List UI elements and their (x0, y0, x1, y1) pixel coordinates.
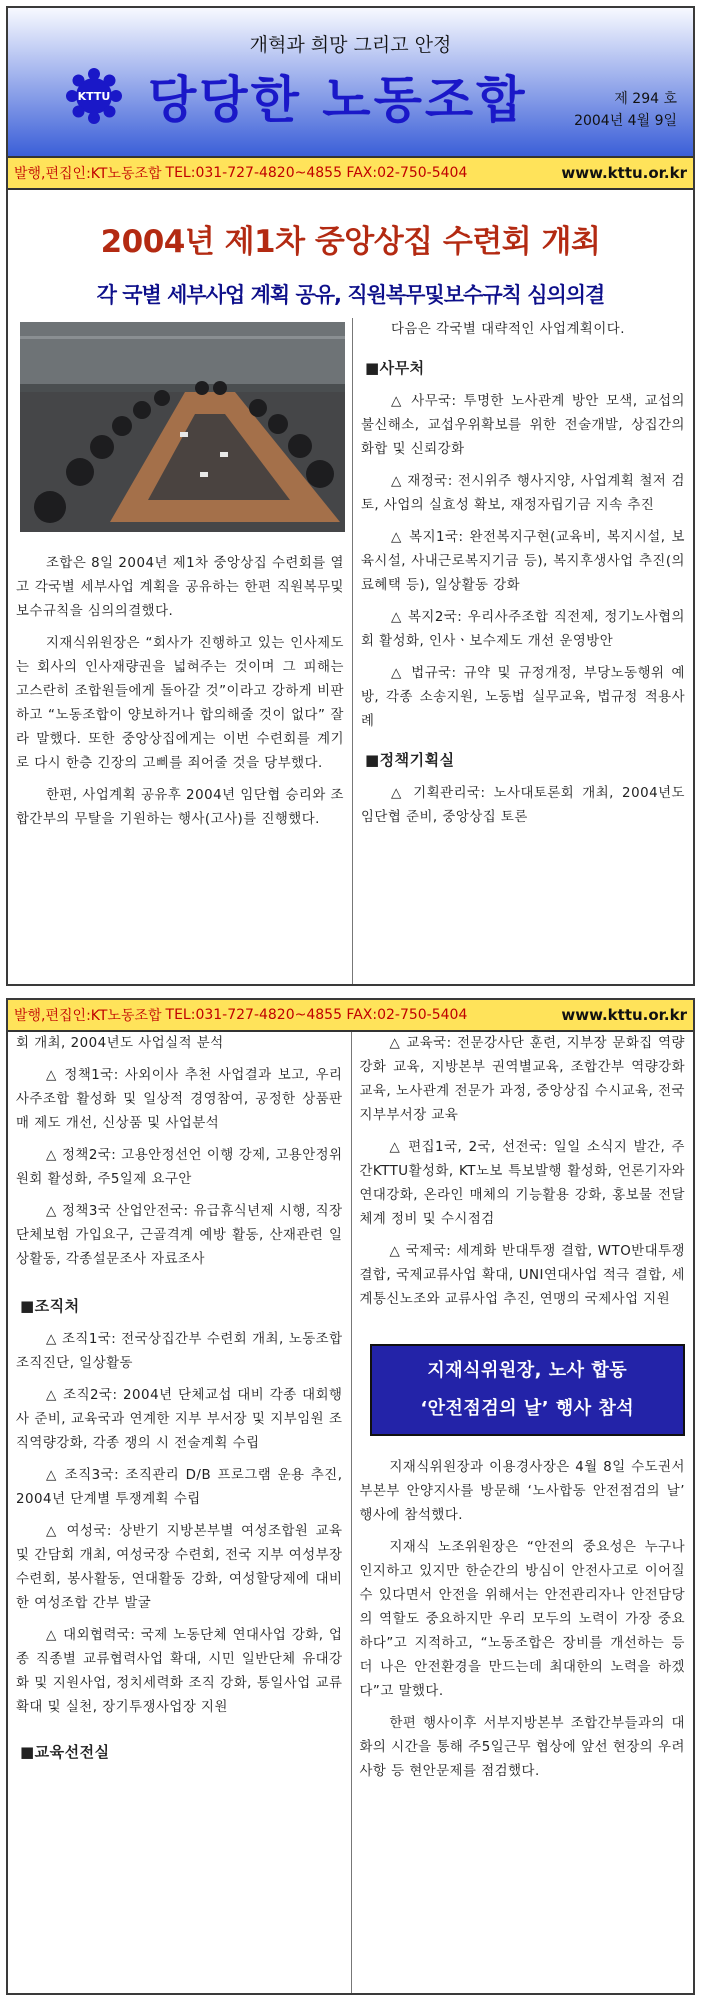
kttu-logo-icon (66, 68, 122, 124)
logo-text: KTTU (77, 90, 111, 103)
issue-number: 제 294 호 (614, 91, 677, 107)
right-column (353, 318, 693, 984)
list-item: △ 여성국: 상반기 지방본부별 여성조합원 교육 및 간담회 개최, 여성국장 수련회, 전국 지부 여성부장 수련회, 봉사활동, 연대활동 강화, 여성할당제에 대비한 여성조합 간부 발굴 (16, 1524, 343, 1611)
meeting-photo (20, 322, 345, 532)
list-item: △ 조직2국: 2004년 단체교섭 대비 각종 대회행사 준비, 교육국과 연계한 지부 부서장 및 지부임원 조직역량강화, 각종 쟁의 시 전술계획 수립 (16, 1388, 343, 1451)
news-box-title-line: 지재식위원장, 노사 합동 (427, 1360, 628, 1381)
section-heading: ■조직처 (20, 1297, 80, 1315)
article-body-continued (8, 1032, 693, 1993)
paragraph: 다음은 각국별 대략적인 사업계획이다. (390, 322, 625, 337)
website-link[interactable]: www.kttu.or.kr (561, 1006, 687, 1024)
website-link[interactable]: www.kttu.or.kr (561, 164, 687, 182)
list-item: △ 조직3국: 조직관리 D/B 프로그램 운용 추진, 2004년 단계별 투쟁계획 수립 (16, 1468, 343, 1507)
list-item: △ 법규국: 규약 및 규정개정, 부당노동행위 예방, 각종 소송지원, 노동법 실무교육, 법규정 적용사례 (360, 666, 685, 729)
contact-numbers: TEL:031-727-4820~4855 FAX:02-750-5404 (165, 165, 468, 181)
news-box-title-line: ‘안전점검의 날’ 행사 참석 (420, 1398, 635, 1419)
list-item: △ 기획관리국: 노사대토론회 개최, 2004년도 임단협 준비, 중앙상집 토론 (360, 786, 685, 825)
list-item: △ 정책1국: 사외이사 추천 사업결과 보고, 우리사주조합 활성화 및 일상적 경영참여, 공정한 상품판매 제도 개선, 신상품 및 사업분석 (16, 1068, 343, 1131)
paragraph: 지재식위원장은 “회사가 진행하고 있는 인사제도는 회사의 인사재량권을 넓혀주는 것이며 그 피해는 고스란히 조합원들에게 돌아갈 것”이라고 강하게 비판하고 “노동조합이 양보하거나 합의해줄 것이 없다” 잘라 말했다. 또한 중앙상집에게는 이번 수련회를 계기로 다시 한층 긴장의 고삐를 죄어줄 것을 당부했다. (16, 636, 344, 771)
publisher: 발행,편집인:KT노동조합 (14, 1008, 162, 1024)
left-column (8, 318, 352, 984)
masthead-title: 당당한 노동조합 (148, 71, 528, 129)
right-column (352, 1032, 694, 1993)
article-body (8, 318, 693, 984)
list-item: △ 정책2국: 고용안정선언 이행 강제, 고용안정위원회 활성화, 주5일제 요구안 (16, 1148, 343, 1187)
left-column (8, 1032, 351, 1993)
paragraph: 조합은 8일 2004년 제1차 중앙상집 수련회를 열고 각국별 세부사업 계획을 공유하는 한편 직원복무및보수규칙을 심의의결했다. (16, 556, 344, 619)
newsletter-page-1 (6, 6, 695, 986)
list-item: △ 정책3국 산업안전국: 유급휴식년제 시행, 직장단체보험 가입요구, 근골격계 예방 활동, 산재관련 일상활동, 각종설문조사 자료조사 (16, 1204, 343, 1267)
list-item: △ 복지2국: 우리사주조합 직전제, 정기노사협의회 활성화, 인사ㆍ보수제도 개선 운영방안 (360, 610, 685, 649)
paragraph: 한편, 사업계획 공유후 2004년 임단협 승리와 조합간부의 무탈을 기원하는 행사(고사)를 진행했다. (16, 788, 344, 827)
paragraph: 지재식 노조위원장은 “안전의 중요성은 누구나 인지하고 있지만 한순간의 방심이 안전사고로 이어질수 있다면서 안전을 위해서는 안전관리자나 안전담당의 역할도 중요하지만 우리 모두의 노력이 가장 중요하다”고 지적하고, “노동조합은 장비를 개선하는 등 더 나은 안전환경을 만드는데 최대한의 노력을 하겠다”고 말했다. (359, 1540, 685, 1699)
section-heading: ■교육선전실 (20, 1743, 110, 1761)
masthead-slogan: 개혁과 희망 그리고 안정 (249, 34, 452, 56)
article-headline: 2004년 제1차 중앙상집 수련회 개최 (100, 224, 601, 260)
paragraph: 회 개최, 2004년도 사업실적 분석 (16, 1036, 224, 1051)
contact-numbers: TEL:031-727-4820~4855 FAX:02-750-5404 (165, 1007, 468, 1023)
issue-info (574, 88, 677, 132)
list-item: △ 편집1국, 2국, 선전국: 일일 소식지 발간, 주간KTTU활성화, KT노보 특보발행 활성화, 언론기자와 연대강화, 온라인 매체의 기능활용 강화, 홍보물 전달체계 정비 및 수시점검 (359, 1140, 685, 1227)
list-item: △ 재정국: 전시위주 행사지양, 사업계획 철저 검토, 사업의 실효성 확보, 재정자립기금 지속 추진 (360, 474, 685, 513)
section-heading: ■사무처 (364, 359, 425, 377)
list-item: △ 대외협력국: 국제 노동단체 연대사업 강화, 업종 직종별 교류협력사업 확대, 시민 일반단체 유대강화 및 지원사업, 정치세력화 조직 강화, 통일사업 교류 확대 및 실천, 장기투쟁사업장 지원 (16, 1628, 343, 1715)
publisher-bar (8, 1000, 693, 1032)
article-subheadline: 각 국별 세부사업 계획 공유, 직원복무및보수규칙 심의의결 (96, 283, 605, 307)
publisher: 발행,편집인:KT노동조합 (14, 166, 162, 182)
list-item: △ 국제국: 세계화 반대투쟁 결합, WTO반대투쟁 결합, 국제교류사업 확대, UNI연대사업 적극 결합, 세계통신노조와 교류사업 추진, 연맹의 국제사업 지원 (359, 1244, 685, 1307)
list-item: △ 복지1국: 완전복지구현(교육비, 복지시설, 보육시설, 사내근로복지기금 등), 복지후생사업 추진(의료혜택 등), 일상활동 강화 (360, 530, 685, 593)
paragraph: 한편 행사이후 서부지방본부 조합간부들과의 대화의 시간을 통해 주5일근무 협상에 앞선 현장의 우려사항 등 현안문제를 점검했다. (359, 1716, 685, 1779)
list-item: △ 사무국: 투명한 노사관계 방안 모색, 교섭의 불신해소, 교섭우위확보를 위한 전술개발, 상집간의 화합 및 신뢰강화 (360, 394, 685, 457)
section-heading: ■정책기획실 (364, 751, 455, 769)
masthead (8, 8, 693, 158)
news-box-title (370, 1344, 686, 1436)
list-item: △ 조직1국: 전국상집간부 수련회 개최, 노동조합 조직진단, 일상활동 (16, 1332, 343, 1371)
issue-date: 2004년 4월 9일 (574, 113, 677, 129)
newsletter-page-2 (6, 998, 695, 1995)
publisher-bar (8, 158, 693, 190)
paragraph: 지재식위원장과 이용경사장은 4월 8일 수도권서부본부 안양지사를 방문해 ‘노사합동 안전점검의 날’ 행사에 참석했다. (359, 1460, 685, 1523)
list-item: △ 교육국: 전문강사단 훈련, 지부장 문화집 역량강화 교육, 지방본부 권역별교육, 조합간부 역량강화 교육, 노사관계 전문가 과정, 중앙상집 수시교육, 전국지부부서장 교육 (359, 1036, 685, 1123)
